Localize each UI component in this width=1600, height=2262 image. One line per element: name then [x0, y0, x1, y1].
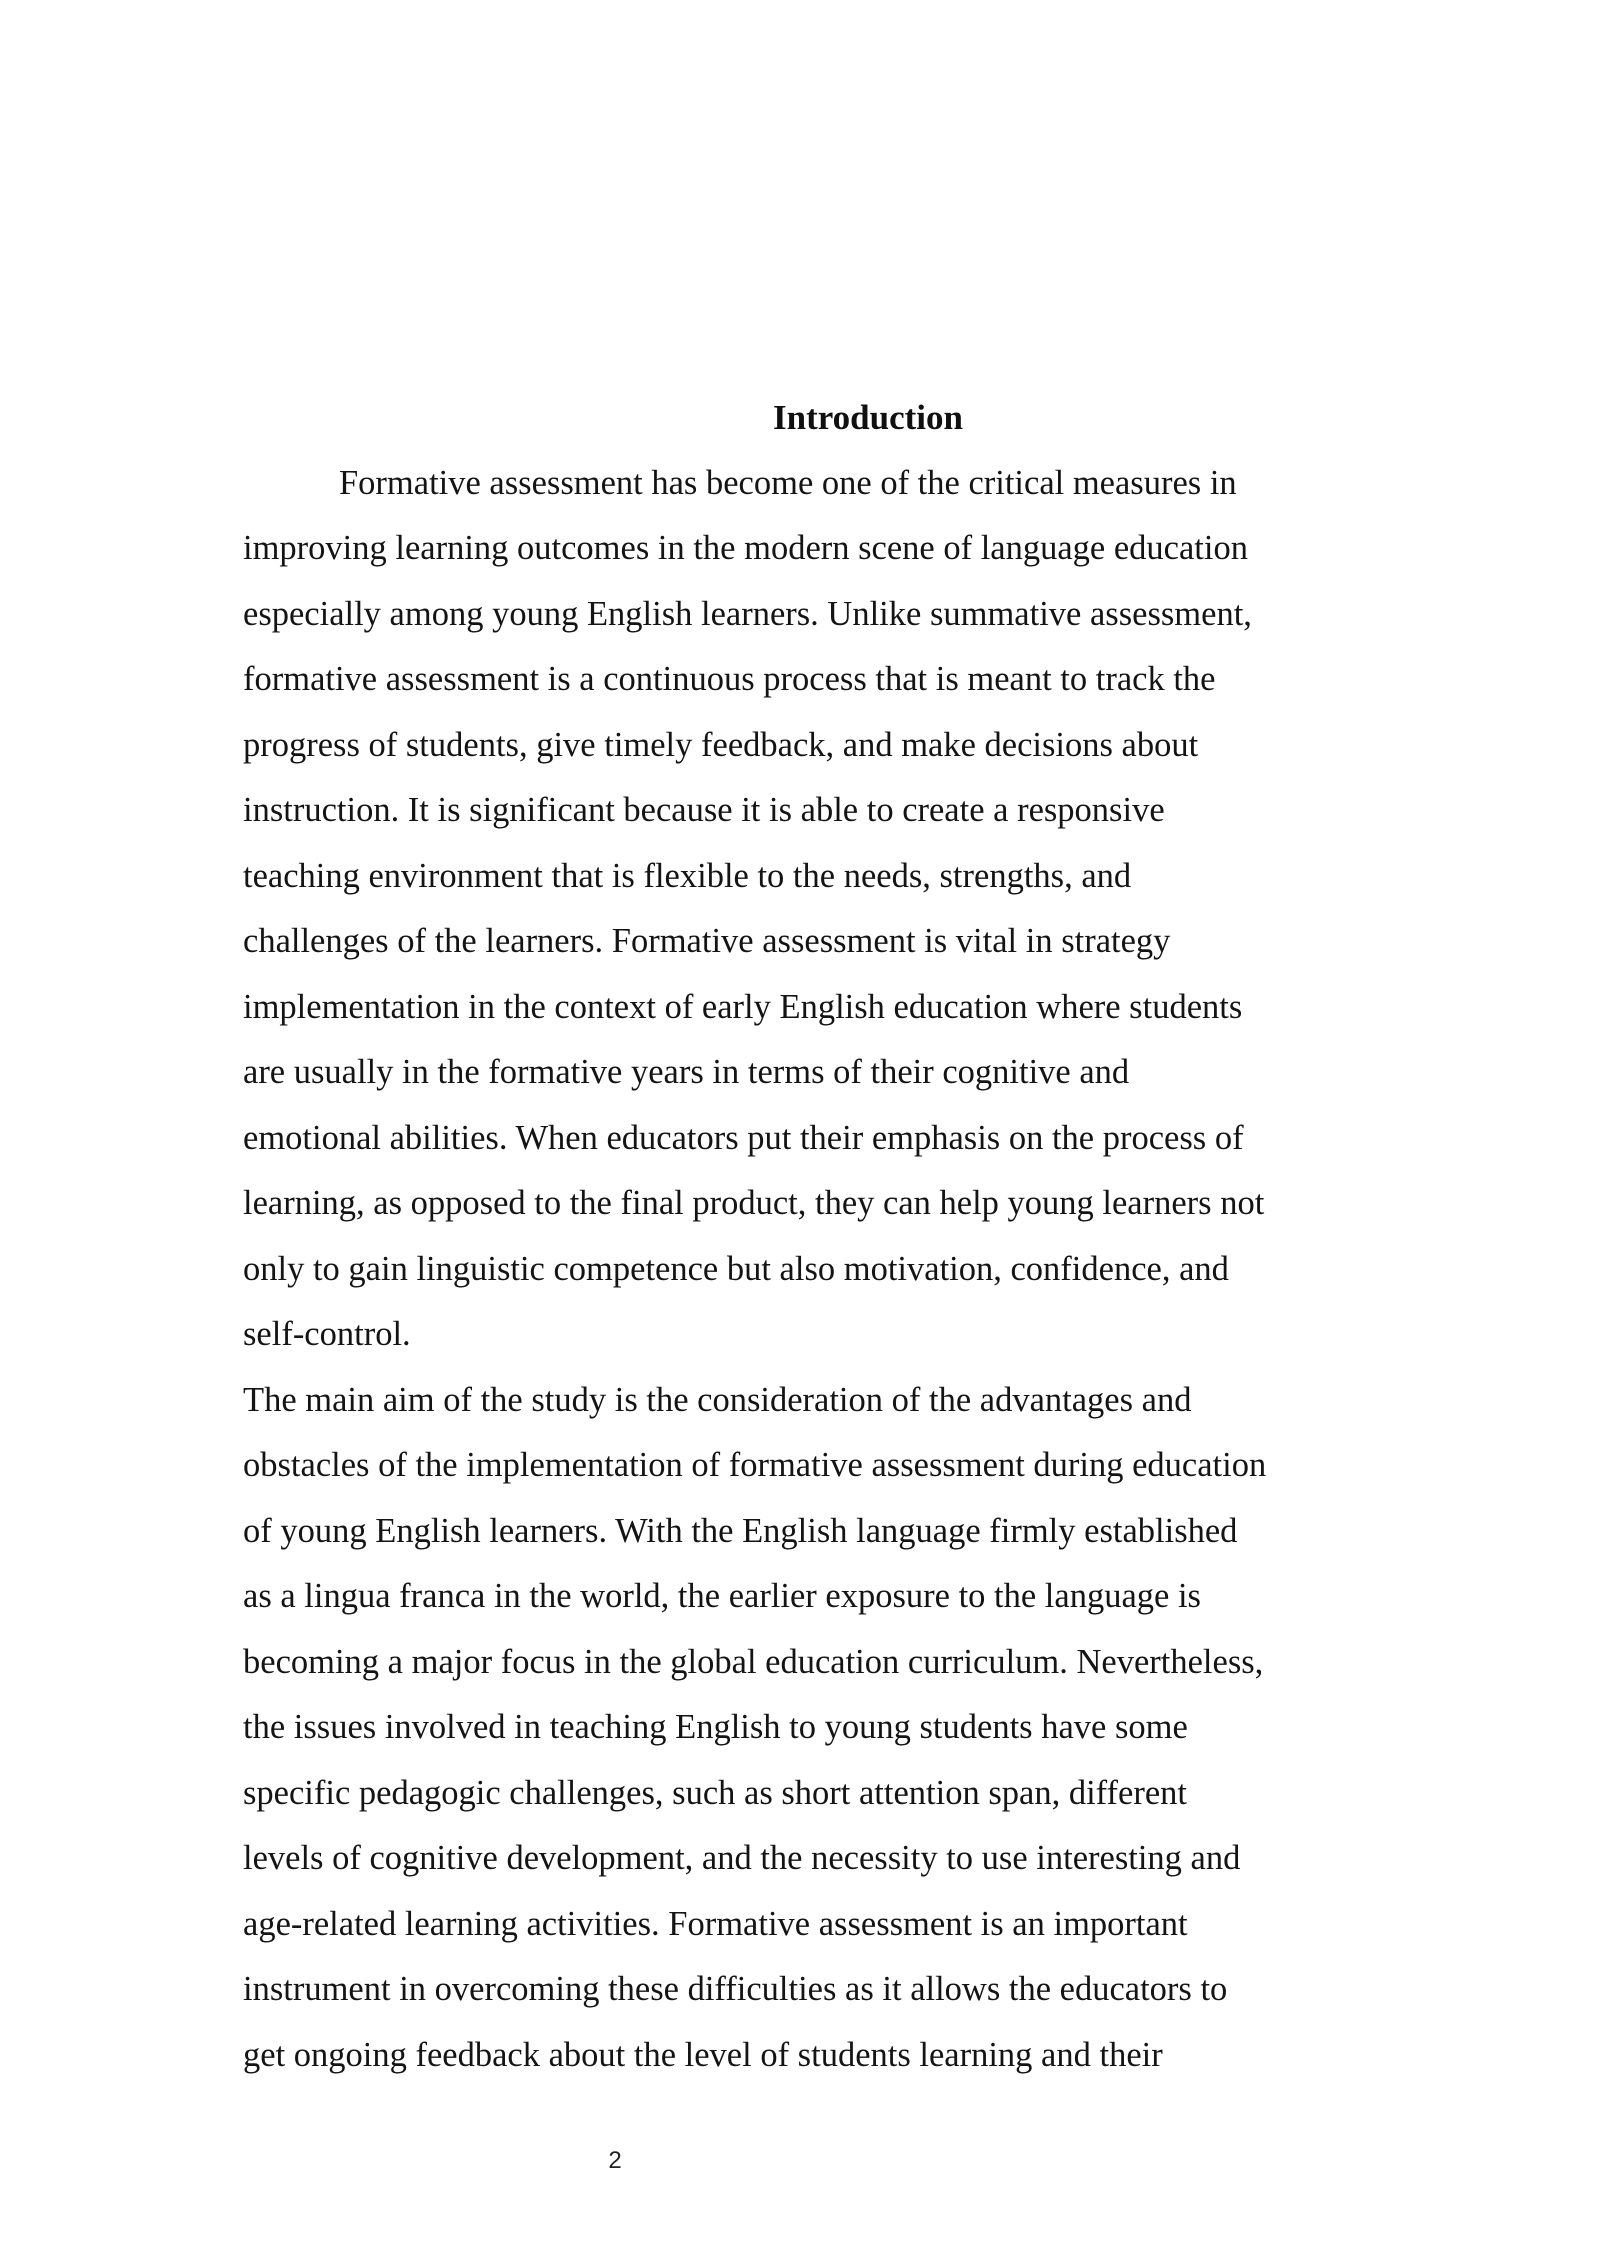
page-number: 2: [608, 2147, 622, 2174]
paragraph-line: especially among young English learners. Unlike summative assessment,: [243, 594, 1252, 633]
paragraph-line: the issues involved in teaching English to young students have some: [243, 1708, 1188, 1746]
paragraph-line: self-control.: [243, 1315, 411, 1353]
paragraph-2: [243, 1368, 1363, 2089]
paragraph-line: formative assessment is a continuous process that is meant to track the: [243, 660, 1216, 698]
paragraph-line: levels of cognitive development, and the necessity to use interesting and: [243, 1839, 1241, 1877]
paragraph-line: becoming a major focus in the global education curriculum. Nevertheless,: [243, 1642, 1264, 1681]
paragraph-line: challenges of the learners. Formative assessment is vital in strategy: [243, 922, 1171, 960]
section-title: Introduction: [773, 398, 963, 437]
paragraph-line: only to gain linguistic competence but also motivation, confidence, and: [243, 1249, 1229, 1288]
paragraph-line: specific pedagogic challenges, such as short attention span, different: [243, 1773, 1187, 1812]
paragraph-line: improving learning outcomes in the modern scene of language education: [243, 529, 1248, 567]
paragraph-1: [243, 451, 1363, 1368]
paragraph-line: obstacles of the implementation of formative assessment during education: [243, 1446, 1267, 1484]
paragraph-line: The main aim of the study is the consideration of the advantages and: [243, 1380, 1192, 1419]
paragraph-line: instrument in overcoming these difficulties as it allows the educators to: [243, 1970, 1228, 2008]
paragraph-line: get ongoing feedback about the level of students learning and their: [243, 2035, 1163, 2074]
paragraph-line: age-related learning activities. Formative assessment is an important: [243, 1904, 1188, 1943]
paragraph-line: progress of students, give timely feedback, and make decisions about: [243, 725, 1199, 764]
paragraph-line: emotional abilities. When educators put their emphasis on the process of: [243, 1118, 1244, 1157]
paragraph-line: as a lingua franca in the world, the earlier exposure to the language is: [243, 1577, 1201, 1615]
paragraph-line: of young English learners. With the English language firmly established: [243, 1511, 1238, 1550]
paragraph-line: instruction. It is significant because it is able to create a responsive: [243, 791, 1165, 829]
paragraph-line: implementation in the context of early English education where students: [243, 987, 1243, 1026]
paragraph-line: teaching environment that is flexible to the needs, strengths, and: [243, 856, 1132, 895]
document-body: [243, 385, 1363, 2088]
paragraph-line: learning, as opposed to the final product, they can help young learners not: [243, 1184, 1265, 1222]
paragraph-line: Formative assessment has become one of the critical measures in: [339, 463, 1237, 502]
paragraph-line: are usually in the formative years in terms of their cognitive and: [243, 1053, 1130, 1091]
